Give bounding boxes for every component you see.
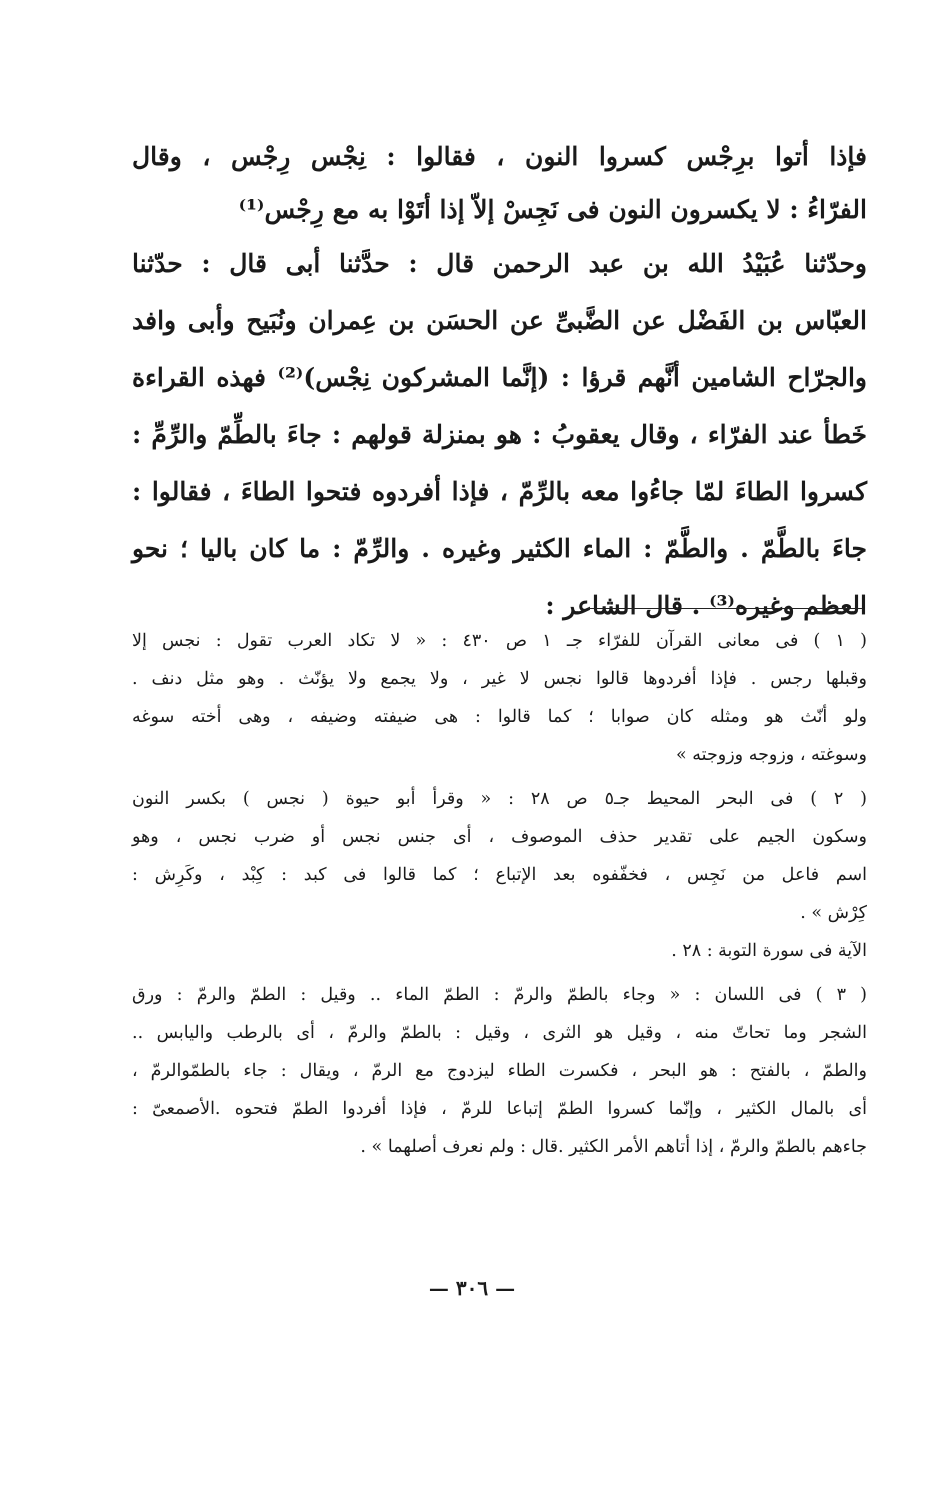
text-line: العظم وغيره⁽³⁾ . قال الشاعر :: [545, 591, 867, 620]
footnote-line: جاءهم بالطمّ والرمّ ، إذا أتاهم الأمر الكثير .قال : ولم نعرف أصلهما » .: [360, 1137, 867, 1157]
text-line: العبّاس بن الفَضْل عن الضَّبىِّ عن الحسَن بن عِمران ونُبَيح وأبى وافد: [132, 306, 867, 335]
main-text: [132, 128, 867, 634]
footnote-line: وقبلها رجس . فإذا أفردوها قالوا نجس لا غير ، ولا يجمع ولا يؤنّث . وهو مثل دنف .: [132, 669, 867, 689]
footnote-line: ( ١ ) فى معانى القرآن للفرّاء جـ ١ ص ٤٣٠ : « لا تكاد العرب تقول : نجس إلا: [132, 631, 867, 651]
footnote-line: ولو أنّث هو ومثله كان صوابا ؛ كما قالوا : هى ضيفته وضيفه ، وهى أخته سوغه: [132, 707, 867, 727]
footnote-line: وسوغته ، وزوجه وزوجته »: [676, 745, 867, 765]
footnote-line: أى بالمال الكثير ، وإنّما كسروا الطمّ إتباعا للرمّ ، فإذا أفردوا الطمّ فتحوه .الأصمعىّ :: [132, 1099, 867, 1119]
text-line: والجرّاح الشامين أنَّهم قرؤا : (إنَّما المشركون نِجْس)⁽²⁾ فهذه القراءة: [132, 363, 867, 392]
footnote-line: كِرْش » .: [800, 903, 867, 923]
footnote-divider: [588, 608, 863, 609]
text-line: كسروا الطاءَ لمّا جاءُوا معه بالرِّمّ ، فإذا أفردوه فتحوا الطاءَ ، فقالوا :: [132, 477, 867, 506]
footnote-line: والطمّ ، بالفتح : هو البحر ، فكسرت الطاء ليزدوج مع الرمّ ، ويقال : جاء بالطمّوالرمّ ،: [132, 1061, 867, 1081]
footnote-line: ( ٢ ) فى البحر المحيط جـ٥ ص ٢٨ : « وقرأ أبو حيوة ( نجس ) بكسر النون: [132, 789, 867, 809]
footnotes: [132, 622, 867, 1166]
footnote-1: [132, 622, 867, 774]
text-line: وحدّثنا عُبَيْدُ الله بن عبد الرحمن قال : حدَّثنا أبى قال : حدّثنا: [132, 249, 867, 278]
footnote-line: الشجر وما تحاتّ منه ، وقيل هو الثرى ، وقيل : بالطمّ والرمّ ، أى بالرطب واليابس ..: [132, 1023, 867, 1043]
text-line: الفرّاءُ : لا يكسرون النون فى نَجِسْ إلاّ إذا أتَوْا به مع رِجْس⁽¹⁾: [238, 195, 867, 224]
footnote-line: الآية فى سورة التوبة : ٢٨ .: [671, 941, 867, 961]
footnote-line: وسكون الجيم على تقدير حذف الموصوف ، أى جنس نجس أو ضرب نجس ، وهو: [132, 827, 867, 847]
text-line: فإذا أتوا برِجْس كسروا النون ، فقالوا : نِجْس رِجْس ، وقال: [132, 142, 867, 171]
footnote-line: ( ٣ ) فى اللسان : « وجاء بالطمّ والرمّ : الطمّ الماء .. وقيل : الطمّ والرمّ : ورق: [132, 985, 868, 1005]
text-line: جاءَ بالطَّمّ . والطَّمّ : الماء الكثير وغيره . والرِّمّ : ما كان باليا ؛ نحو: [132, 534, 867, 563]
footnote-2: [132, 780, 867, 970]
footnote-line: اسم فاعل من نَجِس ، فخفّفوه بعد الإتباع ؛ كما قالوا فى كبد : كِبْد ، وكَرِش :: [132, 865, 867, 885]
page-number: — ٣٠٦ —: [428, 1276, 516, 1300]
text-line: خَطأ عند الفرّاء ، وقال يعقوبُ : هو بمنزلة قولهم : جاءَ بالطِّمّ والرِّمِّ :: [132, 420, 867, 449]
footnote-3: [132, 976, 867, 1166]
